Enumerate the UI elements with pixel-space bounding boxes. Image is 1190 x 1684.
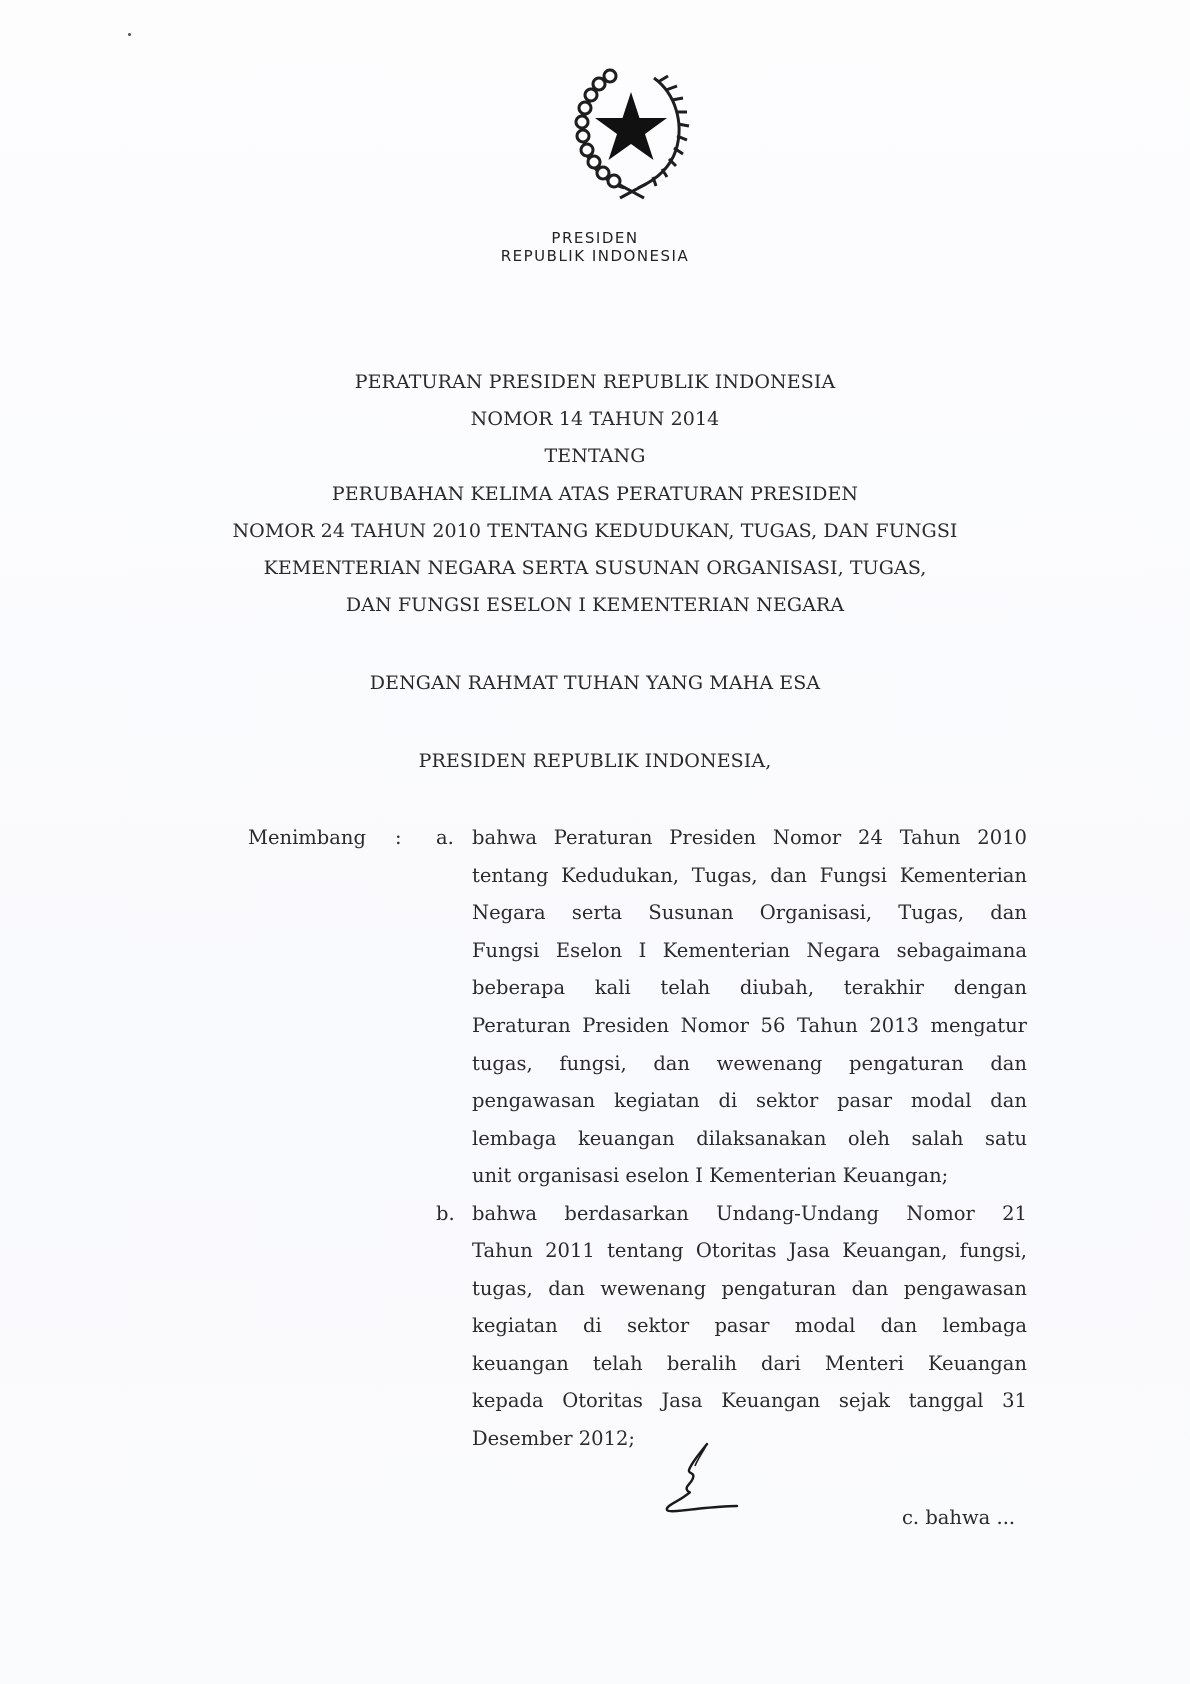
item-a-line: lembaga keuangan dilaksanakan oleh salah satu	[472, 1127, 1027, 1150]
regulation-subject-line-2: NOMOR 24 TAHUN 2010 TENTANG KEDUDUKAN, TUGAS, DAN FUNGSI	[232, 520, 958, 542]
item-a-line: beberapa kali telah diubah, terakhir dengan	[472, 976, 1027, 999]
signature-icon	[655, 1440, 745, 1515]
issuer: PRESIDEN REPUBLIK INDONESIA,	[418, 750, 772, 772]
scan-speck	[128, 33, 131, 36]
regulation-number: NOMOR 14 TAHUN 2014	[470, 408, 720, 430]
regulation-about: TENTANG	[544, 445, 646, 467]
item-b-line: tugas, dan wewenang pengaturan dan pengawasan	[472, 1277, 1027, 1300]
item-b-line: bahwa berdasarkan Undang-Undang Nomor 21	[472, 1202, 1027, 1225]
letterhead-line-2: REPUBLIK INDONESIA	[500, 247, 690, 265]
considering-colon: :	[395, 826, 402, 849]
regulation-subject-line-3: KEMENTERIAN NEGARA SERTA SUSUNAN ORGANISASI, TUGAS,	[263, 557, 927, 579]
item-a-line: Negara serta Susunan Organisasi, Tugas, dan	[472, 901, 1027, 924]
page-continuation: c. bahwa ...	[902, 1506, 1016, 1529]
regulation-subject-line-1: PERUBAHAN KELIMA ATAS PERATURAN PRESIDEN	[331, 483, 859, 505]
item-b-line: kepada Otoritas Jasa Keuangan sejak tanggal 31	[472, 1389, 1027, 1412]
item-a-line: Peraturan Presiden Nomor 56 Tahun 2013 mengatur	[472, 1014, 1027, 1037]
letterhead-line-1: PRESIDEN	[551, 229, 639, 247]
invocation: DENGAN RAHMAT TUHAN YANG MAHA ESA	[369, 672, 821, 694]
item-a-marker: a.	[436, 826, 454, 849]
presidential-emblem-icon	[566, 62, 696, 202]
item-b-line: Tahun 2011 tentang Otoritas Jasa Keuangan, fungsi,	[472, 1239, 1027, 1262]
item-a-line: pengawasan kegiatan di sektor pasar modal dan	[472, 1089, 1027, 1112]
item-a-line: unit organisasi eselon I Kementerian Keuangan;	[472, 1164, 949, 1187]
item-b-line: Desember 2012;	[472, 1427, 635, 1450]
item-b-marker: b.	[436, 1202, 455, 1225]
regulation-title: PERATURAN PRESIDEN REPUBLIK INDONESIA	[354, 371, 836, 393]
considering-label: Menimbang	[248, 826, 366, 849]
item-b-line: kegiatan di sektor pasar modal dan lembaga	[472, 1314, 1027, 1337]
item-a-line: bahwa Peraturan Presiden Nomor 24 Tahun 2010	[472, 826, 1027, 849]
item-a-line: tentang Kedudukan, Tugas, dan Fungsi Kementerian	[472, 864, 1027, 887]
item-b-line: keuangan telah beralih dari Menteri Keuangan	[472, 1352, 1027, 1375]
regulation-subject-line-4: DAN FUNGSI ESELON I KEMENTERIAN NEGARA	[345, 594, 845, 616]
item-a-line: Fungsi Eselon I Kementerian Negara sebagaimana	[472, 939, 1027, 962]
item-a-line: tugas, fungsi, dan wewenang pengaturan dan	[472, 1052, 1027, 1075]
